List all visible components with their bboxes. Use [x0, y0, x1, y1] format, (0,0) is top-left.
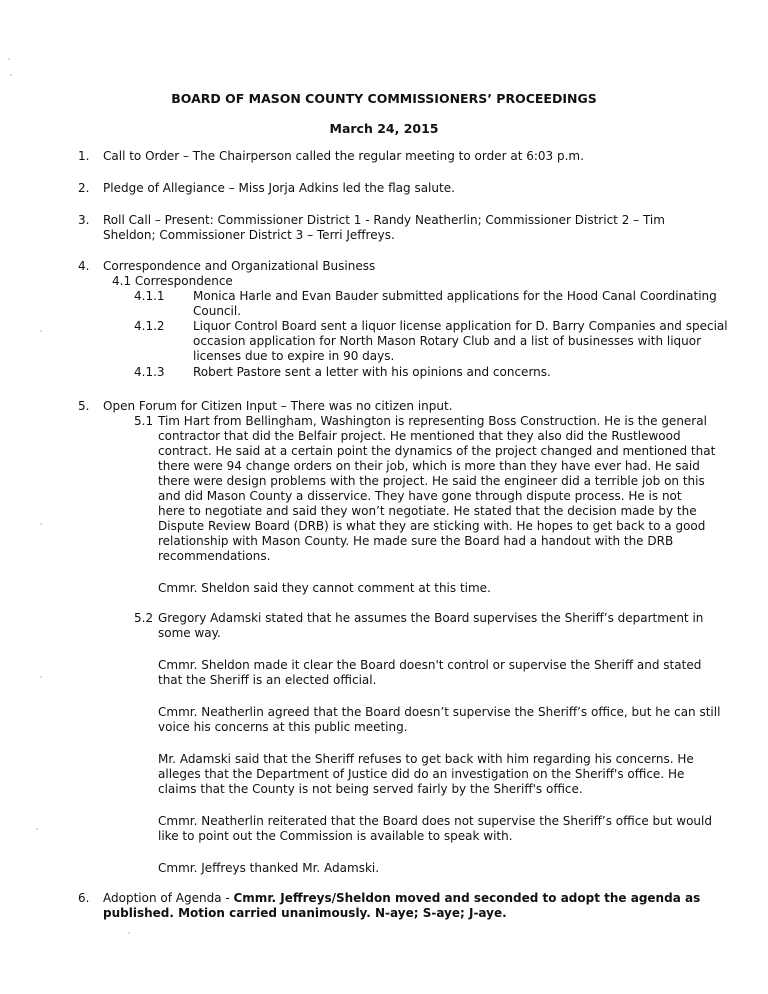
forum-line: recommendations. [158, 549, 271, 563]
entry-text: Liquor Control Board sent a liquor license application for D. Barry Companies and special [193, 319, 728, 333]
item-roll-call-line2: Sheldon; Commissioner District 3 – Terri Jeffreys. [103, 228, 395, 242]
scan-speck [40, 676, 42, 678]
forum-line: relationship with Mason County. He made sure the Board had a handout with the DRB [158, 534, 674, 548]
item-number: 3. [78, 213, 90, 227]
item-number: 2. [78, 181, 90, 195]
scan-speck [8, 58, 10, 60]
scan-speck [36, 828, 38, 830]
agenda-motion-line1: Cmmr. Jeffreys/Sheldon moved and seconded to adopt the agenda as [233, 891, 701, 905]
item-roll-call-line1: Roll Call – Present: Commissioner District 1 - Randy Neatherlin; Commissioner District 2 – Tim [103, 213, 665, 227]
forum-line: contract. He said at a certain point the dynamics of the project changed and mentioned that [158, 444, 716, 458]
item-adoption-agenda [103, 890, 700, 906]
item-correspondence: Correspondence and Organizational Business [103, 259, 376, 273]
forum-line: and did Mason County a disservice. They have gone through dispute process. He is not [158, 489, 682, 503]
item-open-forum: Open Forum for Citizen Input – There was no citizen input. [103, 399, 453, 413]
forum-response: Mr. Adamski said that the Sheriff refuses to get back with him regarding his concerns. He [158, 752, 694, 766]
entry-text: Council. [193, 304, 242, 318]
scan-speck [40, 330, 42, 332]
item-call-to-order: Call to Order – The Chairperson called the regular meeting to order at 6:03 p.m. [103, 149, 584, 163]
item-pledge: Pledge of Allegiance – Miss Jorja Adkins led the flag salute. [103, 181, 455, 195]
entry-text: Monica Harle and Evan Bauder submitted applications for the Hood Canal Coordinating [193, 289, 717, 303]
forum-response: like to point out the Commission is available to speak with. [158, 829, 513, 843]
forum-line: contractor that did the Belfair project. He mentioned that they also did the Rustlewood [158, 429, 681, 443]
scan-speck [128, 932, 130, 934]
item-number: 5. [78, 399, 90, 413]
entry-text: Robert Pastore sent a letter with his opinions and concerns. [193, 365, 551, 379]
forum-line: Gregory Adamski stated that he assumes the Board supervises the Sheriff’s department in [158, 611, 704, 625]
forum-response: Cmmr. Sheldon made it clear the Board doesn't control or supervise the Sheriff and stated [158, 658, 702, 672]
correspondence-heading: 4.1 Correspondence [112, 274, 233, 288]
agenda-label: Adoption of Agenda - [103, 891, 234, 905]
forum-response: claims that the County is not being served fairly by the Sheriff's office. [158, 782, 583, 796]
item-adoption-agenda-cont [103, 905, 507, 921]
forum-line: there were design problems with the project. He said the engineer did a terrible job on this [158, 474, 705, 488]
entry-text: licenses due to expire in 90 days. [193, 349, 395, 363]
document-title: BOARD OF MASON COUNTY COMMISSIONERS’ PROCEEDINGS [171, 91, 597, 106]
entry-number: 4.1.1 [134, 289, 165, 303]
forum-response: Cmmr. Neatherlin reiterated that the Board does not supervise the Sheriff’s office but would [158, 814, 712, 828]
forum-response: Cmmr. Sheldon said they cannot comment at this time. [158, 581, 491, 595]
forum-line: some way. [158, 626, 221, 640]
entry-text: occasion application for North Mason Rotary Club and a list of businesses with liquor [193, 334, 702, 348]
forum-response: Cmmr. Neatherlin agreed that the Board doesn’t supervise the Sheriff’s office, but he can still [158, 705, 721, 719]
meeting-date: March 24, 2015 [329, 121, 439, 136]
forum-response: alleges that the Department of Justice did do an investigation on the Sheriff's office. He [158, 767, 685, 781]
entry-number: 4.1.3 [134, 365, 165, 379]
item-number: 4. [78, 259, 90, 273]
forum-response: that the Sheriff is an elected official. [158, 673, 377, 687]
forum-response: voice his concerns at this public meeting. [158, 720, 408, 734]
entry-number: 4.1.2 [134, 319, 165, 333]
forum-line: Tim Hart from Bellingham, Washington is representing Boss Construction. He is the general [158, 414, 707, 428]
subitem-number: 5.2 [134, 611, 154, 625]
item-number: 6. [78, 891, 90, 905]
forum-line: there were 94 change orders on their job, which is more than they have ever had. He said [158, 459, 700, 473]
item-number: 1. [78, 149, 90, 163]
forum-line: here to negotiate and said they won’t negotiate. He stated that the decision made by the [158, 504, 697, 518]
agenda-motion-line2: published. Motion carried unanimously. N-aye; S-aye; J-aye. [103, 906, 507, 920]
scan-speck [10, 74, 12, 76]
forum-line: Dispute Review Board (DRB) is what they are sticking with. He hopes to get back to a good [158, 519, 706, 533]
forum-response: Cmmr. Jeffreys thanked Mr. Adamski. [158, 861, 380, 875]
scan-speck [40, 523, 42, 525]
subitem-number: 5.1 [134, 414, 154, 428]
